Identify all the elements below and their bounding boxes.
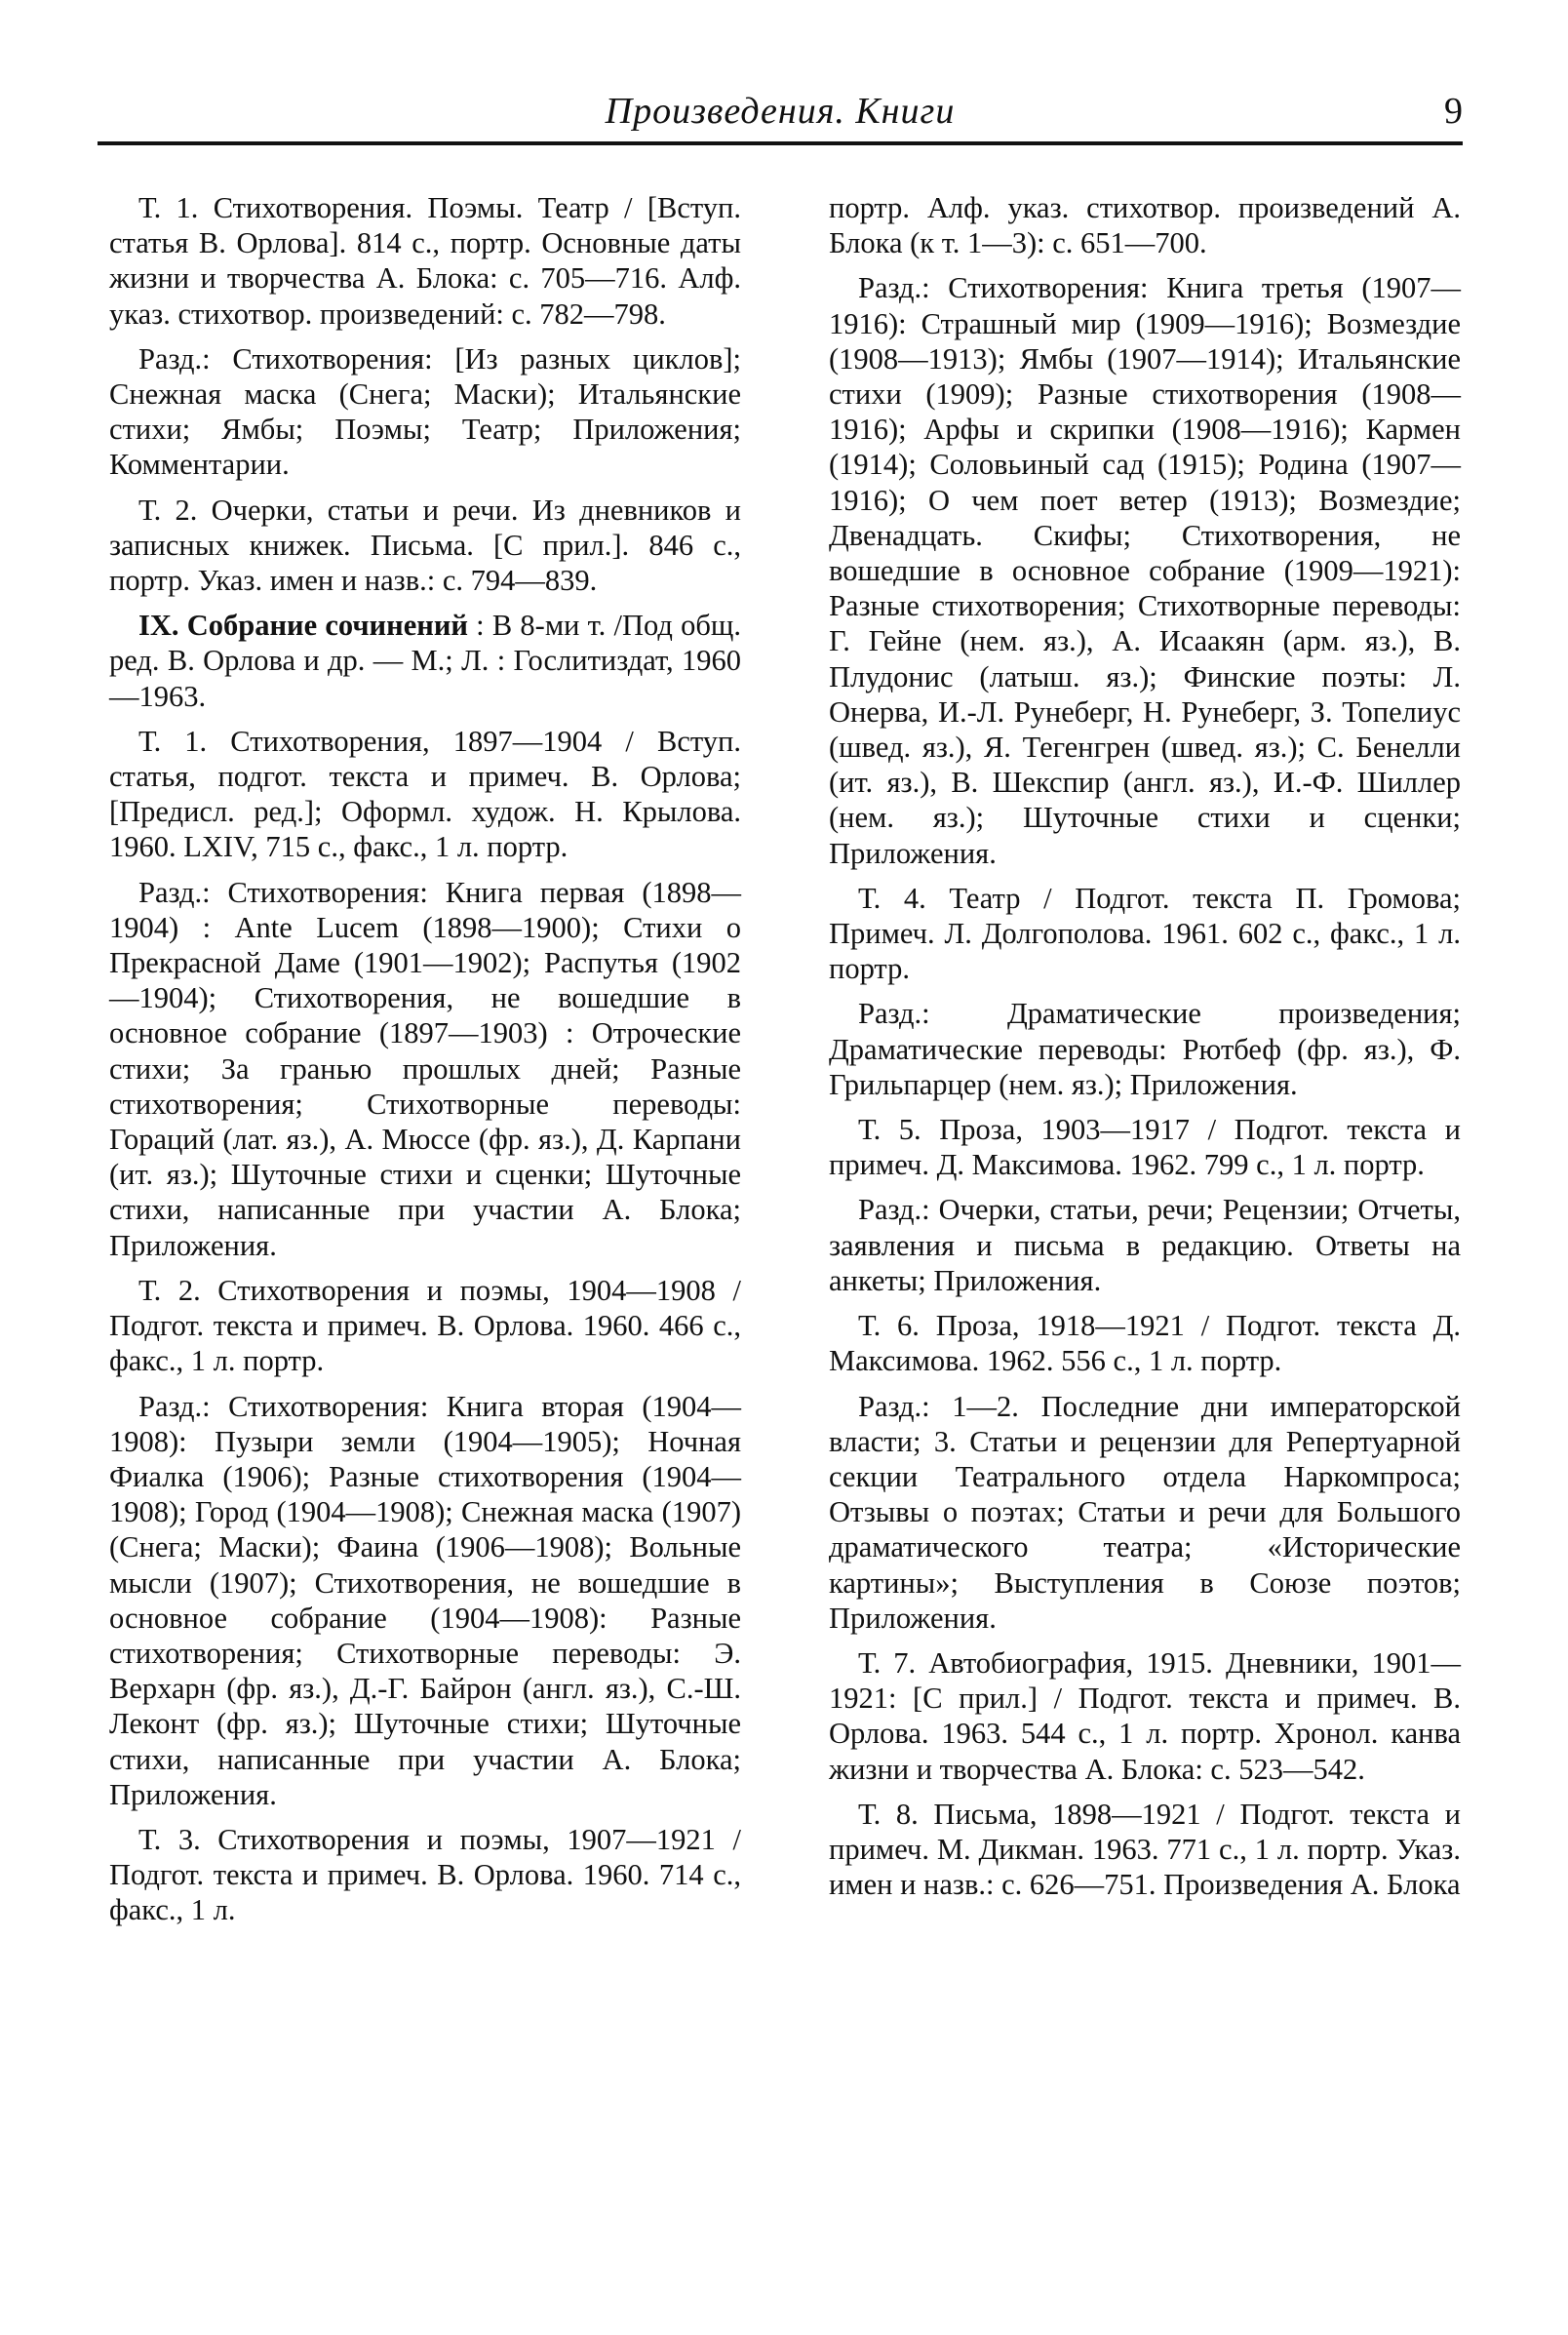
entry-t3-sections: Разд.: Стихотворения: Книга третья (1907—1916): Страшный мир (1909—1916); Возмездие (1908—1913); Ямбы (1907—1914); Итальянские стихи (1909); Разные стихотворения (1908—1916); Арфы и скрипки (1908—1916); Кармен (1914); Соловьиный сад (1915); Родина (1907—1916); О чем поет ветер (1913); Возмездие; Двенадцать. Скифы; Стихотворения, не вошедшие в основное собрание (1909—1921): Разные стихотворения; Стихотворные переводы: Г. Гейне (нем. яз.), А. Исаакян (арм. яз.), В. Плудонис (латыш. яз.); Финские поэты: Л. Онерва, И.-Л. Рунеберг, Н. Рунеберг, З. Топелиус (швед. яз.), Я. Тегенгрен (швед. яз.); С. Бенелли (ит. яз.), В. Шекспир (англ. яз.), И.-Ф. Шиллер (нем. яз.); Шуточные стихи и сценки; Приложения. <box>829 271 1461 870</box>
entry-t2-sections: Разд.: Стихотворения: Книга вторая (1904—1908): Пузыри земли (1904—1905); Ночная Фиалка (1906); Разные стихотворения (1904—1908); Город (1904—1908); Снежная маска (1907) (Снега; Маски); Фаина (1906—1908); Вольные мысли (1907); Стихотворения, не вошедшие в основное собрание (1904—1908): Разные стихотворения; Стихотворные переводы: Э. Верхарн (фр. яз.), Д.-Г. Байрон (англ. яз.), С.-Ш. Леконт (фр. яз.); Шуточные стихи; Шуточные стихи, написанные при участии А. Блока; Приложения. <box>109 1389 741 1811</box>
left-column <box>109 190 741 1938</box>
entry-t4-description: Т. 4. Театр / Подгот. текста П. Громова; Примеч. Л. Долгополова. 1961. 602 с., факс., 1 л. портр. <box>829 881 1461 986</box>
entry-t7-description: Т. 7. Автобиография, 1915. Дневники, 1901—1921: [С прил.] / Подгот. текста и примеч. В. Орлова. 1963. 544 с., 1 л. портр. Хронол. канва жизни и творчества А. Блока: с. 523—542. <box>829 1645 1461 1786</box>
entry-vol2-description: Т. 2. Очерки, статьи и речи. Из дневников и записных книжек. Письма. [С прил.]. 846 с., портр. Указ. имен и назв.: с. 794—839. <box>109 493 741 598</box>
entry-t1-sections: Разд.: Стихотворения: Книга первая (1898—1904) : Ante Lucem (1898—1900); Стихи о Прекрасной Даме (1901—1902); Распутья (1902—1904); Стихотворения, не вошедшие в основное собрание (1897—1903) : Отроческие стихи; За гранью прошлых дней; Разные стихотворения; Стихотворные переводы: Гораций (лат. яз.), А. Мюссе (фр. яз.), Д. Карпани (ит. яз.); Шуточные стихи и сценки; Шуточные стихи, написанные при участии А. Блока; Приложения. <box>109 875 741 1262</box>
entry-t5-sections: Разд.: Очерки, статьи, речи; Рецензии; Отчеты, заявления и письма в редакцию. Ответы на анкеты; Приложения. <box>829 1193 1461 1297</box>
entry-t5-description: Т. 5. Проза, 1903—1917 / Подгот. текста и примеч. Д. Максимова. 1962. 799 с., 1 л. портр. <box>829 1113 1461 1182</box>
page-number: 9 <box>1444 91 1463 132</box>
running-title: Произведения. Книги <box>605 91 956 132</box>
entry-t3-continuation: портр. Алф. указ. стихотвор. произведений А. Блока (к т. 1—3): с. 651—700. <box>829 191 1461 260</box>
entry-t6-description: Т. 6. Проза, 1918—1921 / Подгот. текста Д. Максимова. 1962. 556 с., 1 л. портр. <box>829 1309 1461 1378</box>
header-rule <box>98 141 1463 145</box>
collected-works-entry <box>109 608 741 714</box>
entry-vol1-description: Т. 1. Стихотворения. Поэмы. Театр / [Вступ. статья В. Орлова]. 814 с., портр. Основные даты жизни и творчества А. Блока: с. 705—716. Алф. указ. стихотвор. произведений: с. 782—798. <box>109 191 741 331</box>
entry-t3-description: Т. 3. Стихотворения и поэмы, 1907—1921 / Подгот. текста и примеч. В. Орлова. 1960. 714 с., факс., 1 л. <box>109 1822 741 1927</box>
entry-vol1-sections: Разд.: Стихотворения: [Из разных циклов]; Снежная маска (Снега; Маски); Итальянские стихи; Ямбы; Поэмы; Театр; Приложения; Комментарии. <box>109 341 741 482</box>
collected-works-heading: IX. Собрание сочинений <box>138 609 468 643</box>
entry-t1-description: Т. 1. Стихотворения, 1897—1904 / Вступ. статья, подгот. текста и примеч. В. Орлова; [Предисл. ред.]; Оформл. худож. Н. Крылова. 1960. LXIV, 715 с., факс., 1 л. портр. <box>109 724 741 864</box>
entry-t2-description: Т. 2. Стихотворения и поэмы, 1904—1908 / Подгот. текста и примеч. В. Орлова. 1960. 466 с., факс., 1 л. портр. <box>109 1273 741 1378</box>
entry-t4-sections: Разд.: Драматические произведения; Драматические переводы: Рютбеф (фр. яз.), Ф. Грильпарцер (нем. яз.); Приложения. <box>829 997 1461 1101</box>
entry-t6-sections: Разд.: 1—2. Последние дни императорской власти; 3. Статьи и рецензии для Репертуарной секции Театрального отдела Наркомпроса; Отзывы о поэтах; Статьи и речи для Большого драматического театра; «Исторические картины»; Выступления в Союзе поэтов; Приложения. <box>829 1389 1461 1635</box>
right-column <box>829 190 1461 1912</box>
page-header <box>98 90 1463 144</box>
collected-works-imprint: : В 8-ми т. /Под общ. ред. В. Орлова и др. — М.; Л. : Гослитиздат, 1960—1963. <box>109 609 741 713</box>
entry-t8-description: Т. 8. Письма, 1898—1921 / Подгот. текста и примеч. М. Дикман. 1963. 771 с., 1 л. портр. Указ. имен и назв.: с. 626—751. Произведения А. Блока <box>829 1797 1461 1902</box>
